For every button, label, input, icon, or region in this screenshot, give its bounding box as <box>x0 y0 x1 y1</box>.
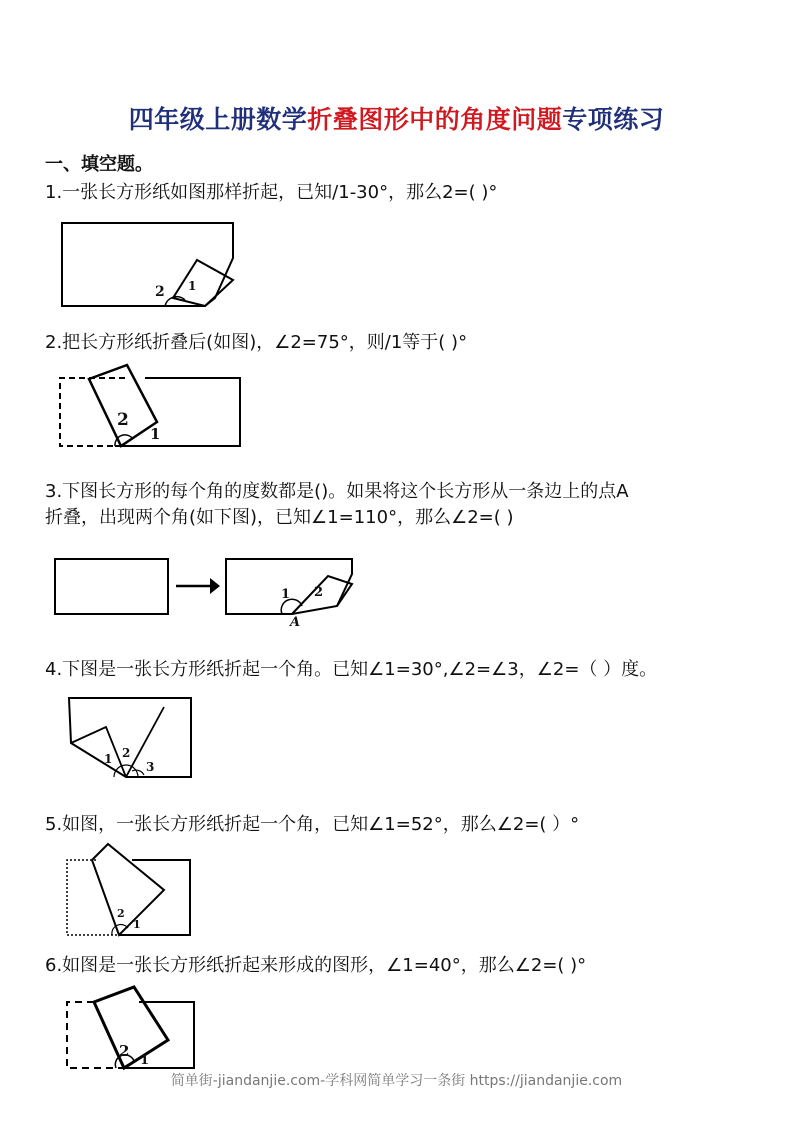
page-title <box>0 100 793 136</box>
title-part2: 折叠图形中的角度问题 <box>307 105 563 134</box>
arrow-head-icon <box>210 578 220 594</box>
figure-4 <box>66 695 196 785</box>
figure-2 <box>55 362 245 452</box>
question-5: 5.如图，一张长方形纸折起一个角，已知∠1=52°，那么∠2=( ）° <box>45 814 580 835</box>
fig1-label-2: 2 <box>155 284 165 300</box>
section-heading: 一、填空题。 <box>45 154 153 175</box>
fig2-label-1: 1 <box>150 425 161 443</box>
fig4-label-1: 1 <box>104 752 113 766</box>
fig4-label-3: 3 <box>146 760 155 774</box>
title-part3: 专项练习 <box>562 105 665 134</box>
question-6: 6.如图是一张长方形纸折起来形成的图形，∠1=40°，那么∠2=( )° <box>45 955 587 976</box>
fig6-label-2: 2 <box>119 1042 130 1060</box>
figure-1 <box>55 218 245 313</box>
question-3 <box>45 479 629 531</box>
fig1-label-1: 1 <box>188 279 197 293</box>
question-4: 4.下图是一张长方形纸折起一个角。已知∠1=30°,∠2=∠3，∠2=（ ）度。 <box>45 659 658 680</box>
figure-5 <box>64 842 194 942</box>
fig2-label-2: 2 <box>117 410 129 430</box>
question-2: 2.把长方形纸折叠后(如图)，∠2=75°，则/1等于( )° <box>45 332 468 353</box>
title-part1: 四年级上册数学 <box>128 105 308 134</box>
question-3-line1: 3.下图长方形的每个角的度数都是()。如果将这个长方形从一条边上的点A <box>45 481 629 502</box>
fig6-label-1: 1 <box>140 1053 150 1068</box>
fig4-label-2: 2 <box>122 746 131 760</box>
question-1: 1.一张长方形纸如图那样折起，已知/1-30°，那么2=( )° <box>45 182 498 203</box>
fig5-label-1: 1 <box>133 918 141 931</box>
figure-6 <box>64 982 199 1074</box>
fig3-label-2: 2 <box>314 585 324 600</box>
question-3-line2: 折叠，出现两个角(如下图)，已知∠1=110°，那么∠2=( ) <box>45 507 514 528</box>
figure-3 <box>52 554 357 629</box>
fig3-label-1: 1 <box>281 587 291 602</box>
fig5-label-2: 2 <box>117 907 125 920</box>
fig3-label-a: A <box>290 615 301 630</box>
footer-watermark: 简单街-jiandanjie.com-学科网简单学习一条街 https://jiandanjie.com <box>170 1073 623 1089</box>
